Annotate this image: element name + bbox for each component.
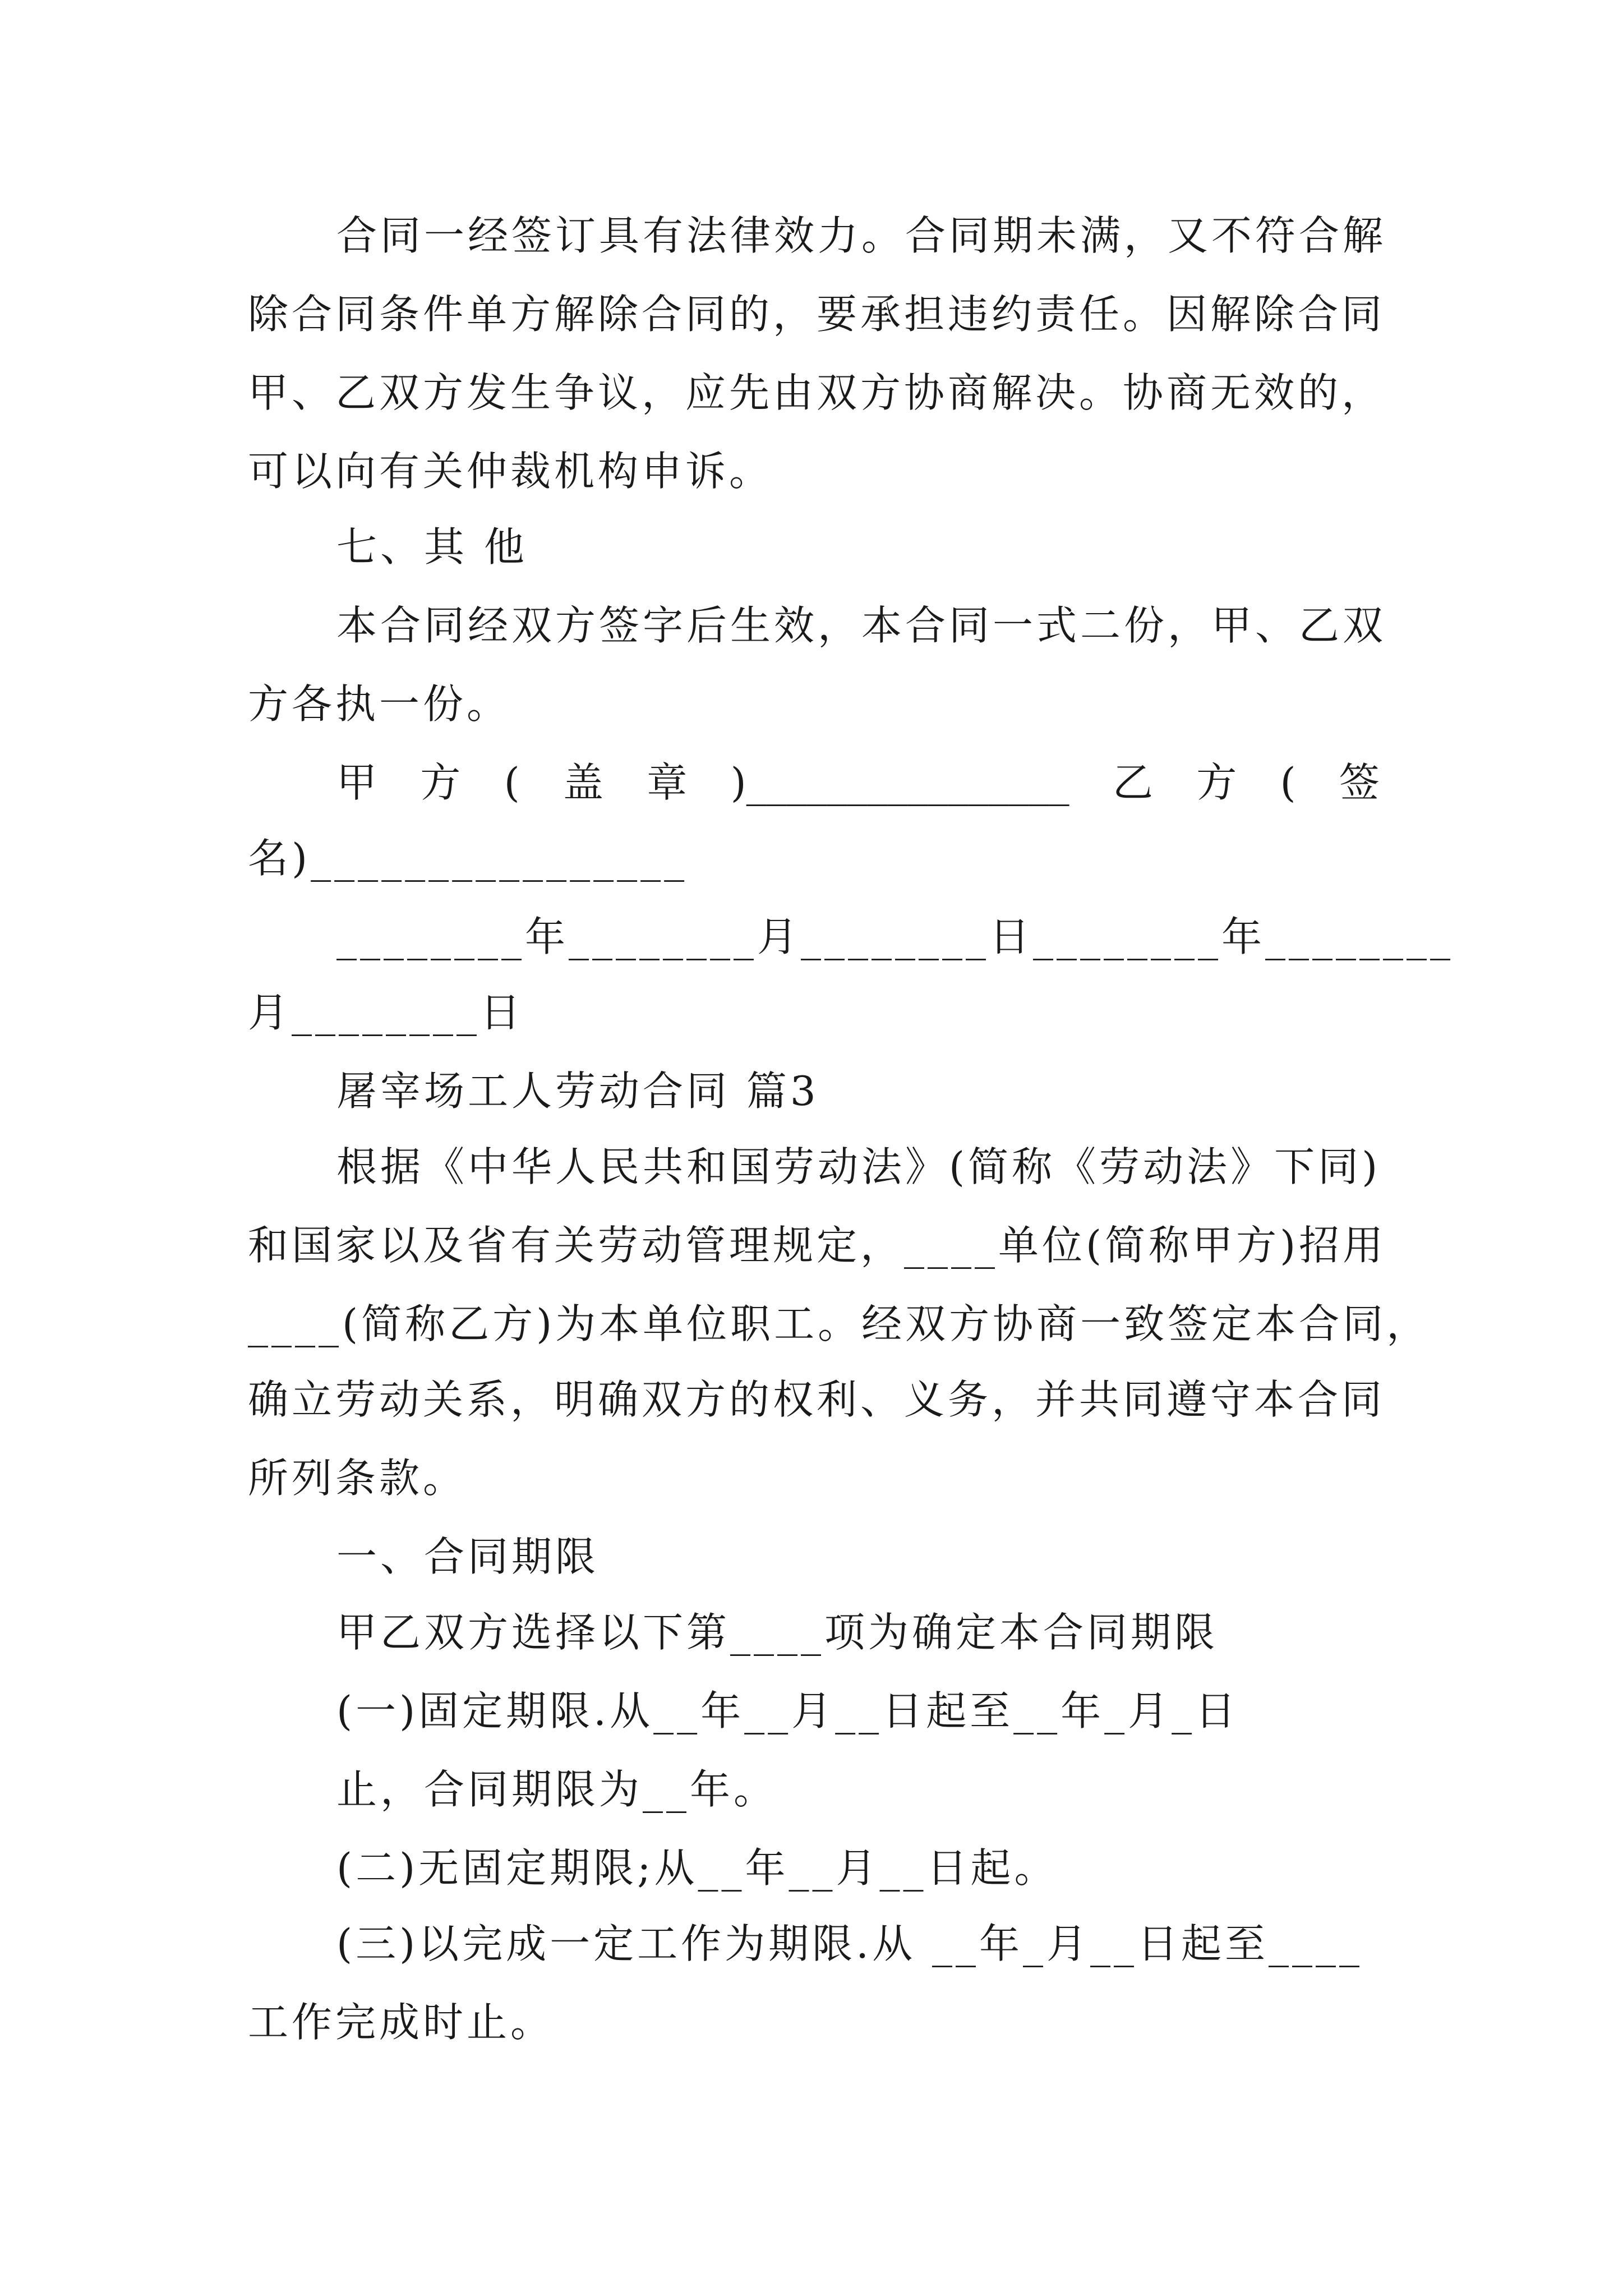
paragraph-line: 止，合同期限为__年。 [336, 1766, 778, 1813]
sig-party-b-1: 乙 [1112, 759, 1153, 806]
section-heading: 七、其 他 [336, 523, 528, 570]
paragraph-line: 工作完成时止。 [248, 1999, 555, 2046]
sig-party-b-3: ( [1280, 759, 1296, 806]
sig-party-a-2: 方 [420, 759, 461, 806]
paragraph-line: 合同一经签订具有法律效力。合同期未满，又不符合解 [336, 212, 1387, 259]
sig-party-a-1: 甲 [336, 759, 377, 806]
signature-line [336, 754, 1380, 811]
paragraph-line: 本合同经双方签字后生效，本合同一式二份，甲、乙双 [336, 602, 1387, 649]
paragraph-line: 方各执一份。 [248, 680, 511, 728]
date-line: ________年________月________日________年________ [336, 913, 1454, 960]
date-line-cont: 月________日 [248, 989, 524, 1036]
paragraph-line: 可以向有关仲裁机构申诉。 [248, 448, 773, 495]
sig-party-b-2: 方 [1196, 759, 1237, 806]
signature-line-cont: 名)________________ [248, 835, 688, 882]
paragraph-line: 所列条款。 [248, 1455, 467, 1502]
contract-title: 屠宰场工人劳动合同 篇3 [336, 1068, 819, 1115]
section-heading: 一、合同期限 [336, 1533, 600, 1580]
paragraph-line: 除合同条件单方解除合同的，要承担违约责任。因解除合同 [248, 291, 1386, 338]
paragraph-line: ____(简称乙方)为本单位职工。经双方协商一致签定本合同， [248, 1300, 1431, 1347]
paragraph-line: 甲、乙双方发生争议，应先由双方协商解决。协商无效的， [248, 369, 1386, 416]
paragraph-line: 确立劳动关系，明确双方的权利、义务，并共同遵守本合同 [248, 1376, 1386, 1423]
sig-party-a-6: )________________ [730, 759, 1069, 806]
sig-party-b-4: 签 [1339, 759, 1380, 806]
paragraph-line: 和国家以及省有关劳动管理规定，____单位(简称甲方)招用 [248, 1222, 1387, 1269]
paragraph-line: (一)固定期限.从__年__月__日起至__年_月_日 [336, 1687, 1239, 1734]
paragraph-line: 根据《中华人民共和国劳动法》(简称《劳动法》下同) [336, 1143, 1381, 1190]
sig-party-a-3: ( [504, 759, 520, 806]
sig-party-a-5: 章 [647, 759, 688, 806]
paragraph-line: (三)以完成一定工作为期限.从 __年_月__日起至____ [336, 1920, 1363, 1967]
sig-party-a-4: 盖 [562, 759, 603, 806]
paragraph-line: (二)无固定期限;从__年__月__日起。 [336, 1844, 1058, 1892]
paragraph-line: 甲乙双方选择以下第____项为确定本合同期限 [336, 1609, 1219, 1656]
